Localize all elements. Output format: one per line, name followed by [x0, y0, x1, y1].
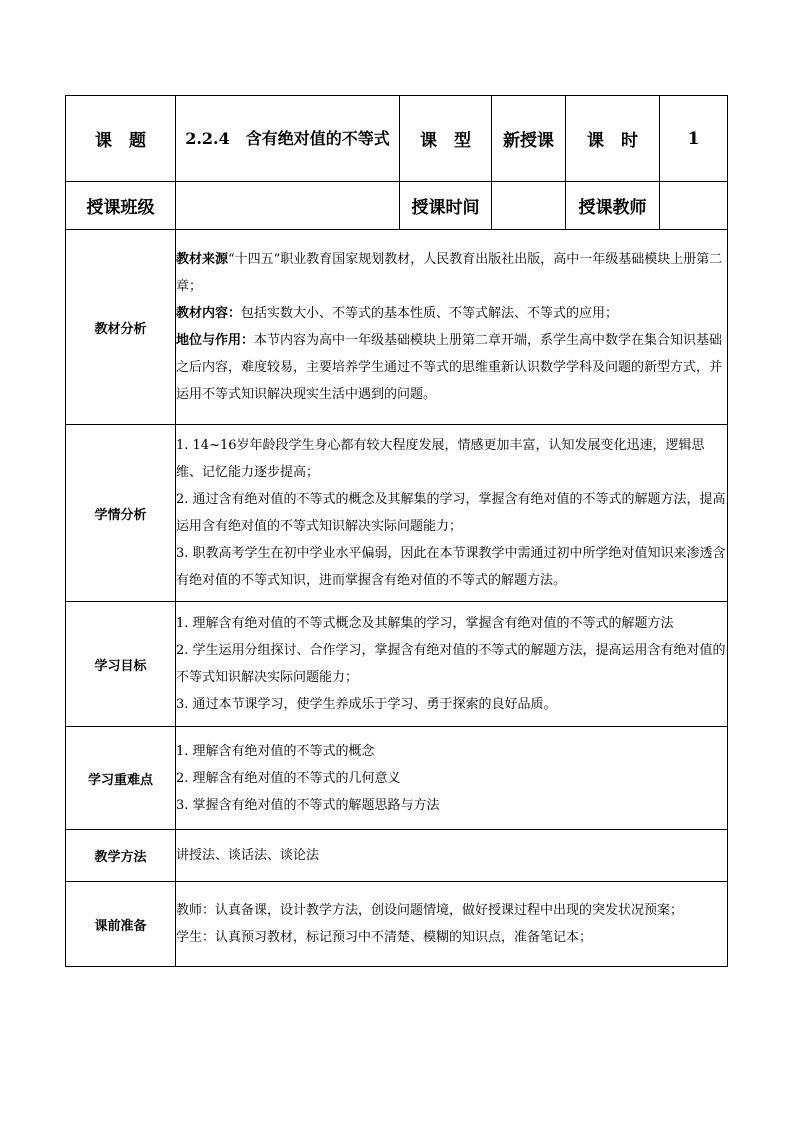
section-line — [176, 897, 727, 924]
section-line — [176, 765, 727, 792]
section-line-key: 教材内容： — [176, 306, 242, 321]
section-line — [176, 327, 727, 408]
section-row — [66, 882, 728, 967]
section-line-text: 2. 通过含有绝对值的不等式的概念及其解集的学习，掌握含有绝对值的不等式的解题方法，提高运用含有绝对值的不等式知识解决实际问题能力； — [176, 492, 726, 534]
teacher-label: 授课教师 — [566, 182, 660, 230]
time-value — [492, 182, 566, 230]
teacher-value — [660, 182, 728, 230]
section-line — [176, 486, 727, 540]
section-content — [176, 727, 728, 830]
section-line-text: 3. 掌握含有绝对值的不等式的解题思路与方法 — [176, 797, 440, 813]
section-line-text: 3. 通过本节课学习，使学生养成乐于学习、勇于探索的良好品质。 — [176, 697, 557, 712]
section-line-text: 包括实数大小、不等式的基本性质、不等式解法、不等式的应用； — [241, 306, 619, 321]
section-content — [176, 425, 728, 602]
section-row — [66, 230, 728, 425]
section-line — [176, 691, 727, 718]
section-row — [66, 830, 728, 882]
hours-value: 1 — [660, 96, 728, 182]
section-line-text: 讲授法、谈话法、谈论法 — [176, 848, 320, 863]
section-label: 学习重难点 — [66, 727, 176, 830]
section-content — [176, 882, 728, 967]
type-value: 新授课 — [492, 96, 566, 182]
section-label: 课前准备 — [66, 882, 176, 967]
section-line — [176, 738, 727, 765]
section-line-text: 2. 学生运用分组探讨、合作学习，掌握含有绝对值的不等式的解题方法，提高运用含有绝对值的不等式知识解决实际问题能力； — [176, 643, 726, 685]
class-value — [176, 182, 400, 230]
section-line — [176, 792, 727, 819]
section-content — [176, 830, 728, 882]
header-row-class — [66, 182, 728, 230]
section-line — [176, 637, 727, 691]
section-content — [176, 602, 728, 727]
topic-label: 课 题 — [66, 96, 176, 182]
section-line — [176, 540, 727, 594]
header-row-topic — [66, 96, 728, 182]
section-row — [66, 602, 728, 727]
section-row — [66, 727, 728, 830]
section-line — [176, 924, 727, 951]
section-line — [176, 246, 727, 300]
section-line — [176, 300, 727, 327]
topic-value: 2.2.4 含有绝对值的不等式 — [176, 96, 400, 182]
lesson-plan-table — [65, 95, 728, 967]
section-line — [176, 842, 727, 869]
section-content — [176, 230, 728, 425]
section-label: 学情分析 — [66, 425, 176, 602]
section-line — [176, 610, 727, 637]
hours-label: 课 时 — [566, 96, 660, 182]
section-line-text: 1. 理解含有绝对值的不等式的概念 — [176, 743, 375, 759]
section-row — [66, 425, 728, 602]
section-rows — [66, 230, 728, 967]
section-label: 教材分析 — [66, 230, 176, 425]
class-label: 授课班级 — [66, 182, 176, 230]
section-line-text: 2. 理解含有绝对值的不等式的几何意义 — [176, 770, 401, 786]
time-label: 授课时间 — [400, 182, 492, 230]
section-line-text: “十四五”职业教育国家规划教材，人民教育出版社出版，高中一年级基础模块上册第二章； — [176, 252, 723, 294]
section-line-key: 教材来源 — [176, 252, 229, 267]
section-line-text: 本节内容为高中一年级基础模块上册第二章开端，系学生高中数学在集合知识基础之后内容，难度较易，主要培养学生通过不等式的思维重新认识数学学科及问题的新型方式，并运用不等式知识解决现实生活中遇到的问题。 — [176, 333, 723, 402]
section-line-text: 3. 职教高考学生在初中学业水平偏弱，因此在本节课教学中需通过初中所学绝对值知识来渗透含有绝对值的不等式知识，进而掌握含有绝对值的不等式的解题方法。 — [176, 546, 726, 588]
section-line — [176, 432, 727, 486]
section-line-text: 学生：认真预习教材，标记预习中不清楚、模糊的知识点，准备笔记本； — [176, 930, 593, 945]
section-line-text: 1. 14~16岁年龄段学生身心都有较大程度发展，情感更加丰富，认知发展变化迅速，逻辑思维、记忆能力逐步提高； — [176, 438, 705, 480]
section-line-text: 1. 理解含有绝对值的不等式概念及其解集的学习，掌握含有绝对值的不等式的解题方法 — [176, 616, 674, 631]
section-label: 教学方法 — [66, 830, 176, 882]
section-line-text: 教师：认真备课，设计教学方法，创设问题情境，做好授课过程中出现的突发状况预案； — [176, 903, 684, 918]
type-label: 课 型 — [400, 96, 492, 182]
section-line-key: 地位与作用： — [176, 333, 255, 348]
section-label: 学习目标 — [66, 602, 176, 727]
